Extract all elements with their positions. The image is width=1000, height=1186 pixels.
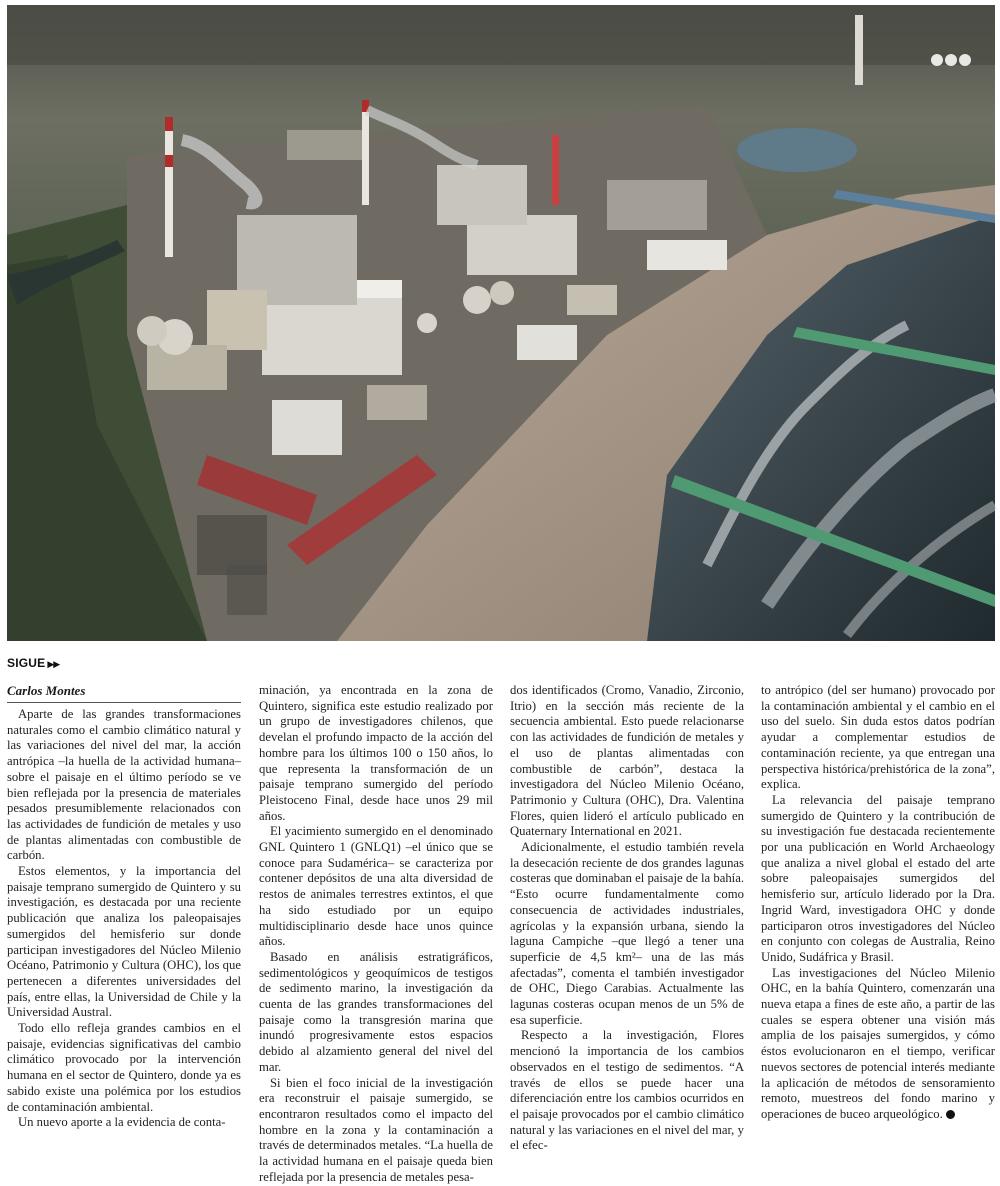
- paragraph: Si bien el foco inicial de la investigación era reconstruir el paisaje sumergido, se encontraron resultados como el impacto del hombre en la zona y la contaminación a través de determinados metales. “La huella de la actividad humana en el paisaje queda bien reflejada por la presencia de metales pesa-: [259, 1075, 493, 1184]
- paragraph: minación, ya encontrada en la zona de Quintero, significa este estudio realizado por un grupo de investigadores chilenos, que develan el profundo impacto de la acción del hombre para los últimos 100 o 150 años, lo que representa la transformación de un paisaje temprano sumergido del período Pleistoceno Final, desde hace unos 29 mil años.: [259, 683, 493, 823]
- aerial-industrial-coast-image: [7, 5, 995, 641]
- paragraph: Aparte de las grandes transformaciones naturales como el cambio climático natural y las variaciones del nivel del mar, la acción antrópica –la huella de la actividad humana– sobre el paisaje en el último período se ve bien reflejada por la presencia de materiales pesados presumiblemente relacionados con las actividades de fundición de metales y uso de plantas alimentadas con combustible de carbón.: [7, 707, 241, 863]
- paragraph-text: Las investigaciones del Núcleo Milenio OHC, en la bahía Quintero, comenzarán una nueva etapa a fines de este año, a partir de las cuales se espera obtener una visión más amplia de los paisajes sumergidos, y cómo éstos evolucionaron en el tiempo, verificar nuevos sectores de potencial interés mediante la aplicación de métodos de sensoramiento remoto, muestreos del fondo marino y operaciones de buceo arqueológico.: [761, 965, 995, 1121]
- paragraph: dos identificados (Cromo, Vanadio, Zirconio, Itrio) en la sección más reciente de la secuencia ambiental. Esto puede relacionarse con las actividades de fundición de metales y el uso de plantas alimentadas con combustible de carbón”, destaca la investigadora del Núcleo Milenio Océano, Patrimonio y Cultura (OHC), Dra. Valentina Flores, quien lideró el artículo publicado en Quaternary International en 2021.: [510, 683, 744, 839]
- byline: Carlos Montes: [7, 683, 241, 703]
- paragraph: Todo ello refleja grandes cambios en el paisaje, evidencias significativas del cambio climático provocado por la intervención humana en el sector de Quintero, donde ya es sabido existe una polémica por los estudios de contaminación ambiental.: [7, 1021, 241, 1114]
- article-column-4: [761, 683, 995, 1123]
- article-column-3: [510, 683, 744, 1154]
- continue-arrows-icon: ▶▶: [47, 659, 60, 669]
- paragraph: Respecto a la investigación, Flores mencionó la importancia de los cambios observados en el testigo de sedimentos. “A través de ellos se puede hacer una diferenciación entre los cambios ocurridos en el paisaje provocados por el cambio climático natural y las variaciones en el nivel del mar, y el efec-: [510, 1028, 744, 1153]
- paragraph: La relevancia del paisaje temprano sumergido de Quintero y la contribución de su investigación fue destacada recientemente por una publicación en World Archaeology que analiza a nivel global el estado del arte sobre paleopaisajes sumergidos del hemisferio sur, artículo liderado por la Dra. Ingrid Ward, investigadora OHC y donde participaron otros investigadores del Núcleo en conjunto con colegas de Australia, Reino Unido, Sudáfrica y Brasil.: [761, 792, 995, 964]
- paragraph: El yacimiento sumergido en el denominado GNL Quintero 1 (GNLQ1) –el único que se conoce para Sudamérica– se caracteriza por contener depósitos de una alta diversidad de restos de animales terrestres extintos, el que ha sido estudiado por un equipo multidisciplinario desde hace unos quince años.: [259, 824, 493, 949]
- paragraph: Un nuevo aporte a la evidencia de conta-: [18, 1115, 226, 1130]
- paragraph: Estos elementos, y la importancia del paisaje temprano sumergido de Quintero y su investigación, es destacada por una reciente publicación que analiza los paleopaisajes sumergidos del hemisferio sur donde participan investigadores del Núcleo Milenio Océano, Patrimonio y Cultura (OHC), los que pertenecen a diferentes universidades del país, entre ellas, la Universidad de Chile y la Universidad Austral.: [7, 864, 241, 1020]
- paragraph: Adicionalmente, el estudio también revela la desecación reciente de dos grandes lagunas costeras que dominaban el paisaje de la bahía. “Esto ocurre fundamentalmente como consecuencia de actividades industriales, agrícolas y la expansión urbana, siendo la laguna Campiche –que llegó a tener una superficie de 4,5 km²– una de las más afectadas”, comenta el también investigador de OHC, Diego Carabias. Actualmente las lagunas costeras ocupan menos de un 5% de esa superficie.: [510, 840, 744, 1027]
- continue-label: SIGUE: [7, 656, 46, 670]
- end-of-article-icon: [946, 1110, 955, 1119]
- article-column-2: [259, 683, 493, 1186]
- paragraph: [761, 966, 995, 1123]
- continue-marker: [7, 656, 59, 670]
- paragraph: to antrópico (del ser humano) provocado por la contaminación ambiental y el cambio en el uso del suelo. Sin duda estos datos podrían ayudar a complementar estudios de contaminación reciente, ya que entregan una perspectiva histórica/prehistórica de la zona”, explica.: [761, 683, 995, 792]
- article-photo: [7, 5, 995, 641]
- paragraph: Basado en análisis estratigráficos, sedimentológicos y geoquímicos de testigos de sedimento marino, la investigación da cuenta de las grandes transformaciones del paisaje como la transgresión marina que inundó progresivamente estos espacios debido al alzamiento general del nivel del mar.: [259, 949, 493, 1074]
- article-column-1: [7, 683, 241, 1131]
